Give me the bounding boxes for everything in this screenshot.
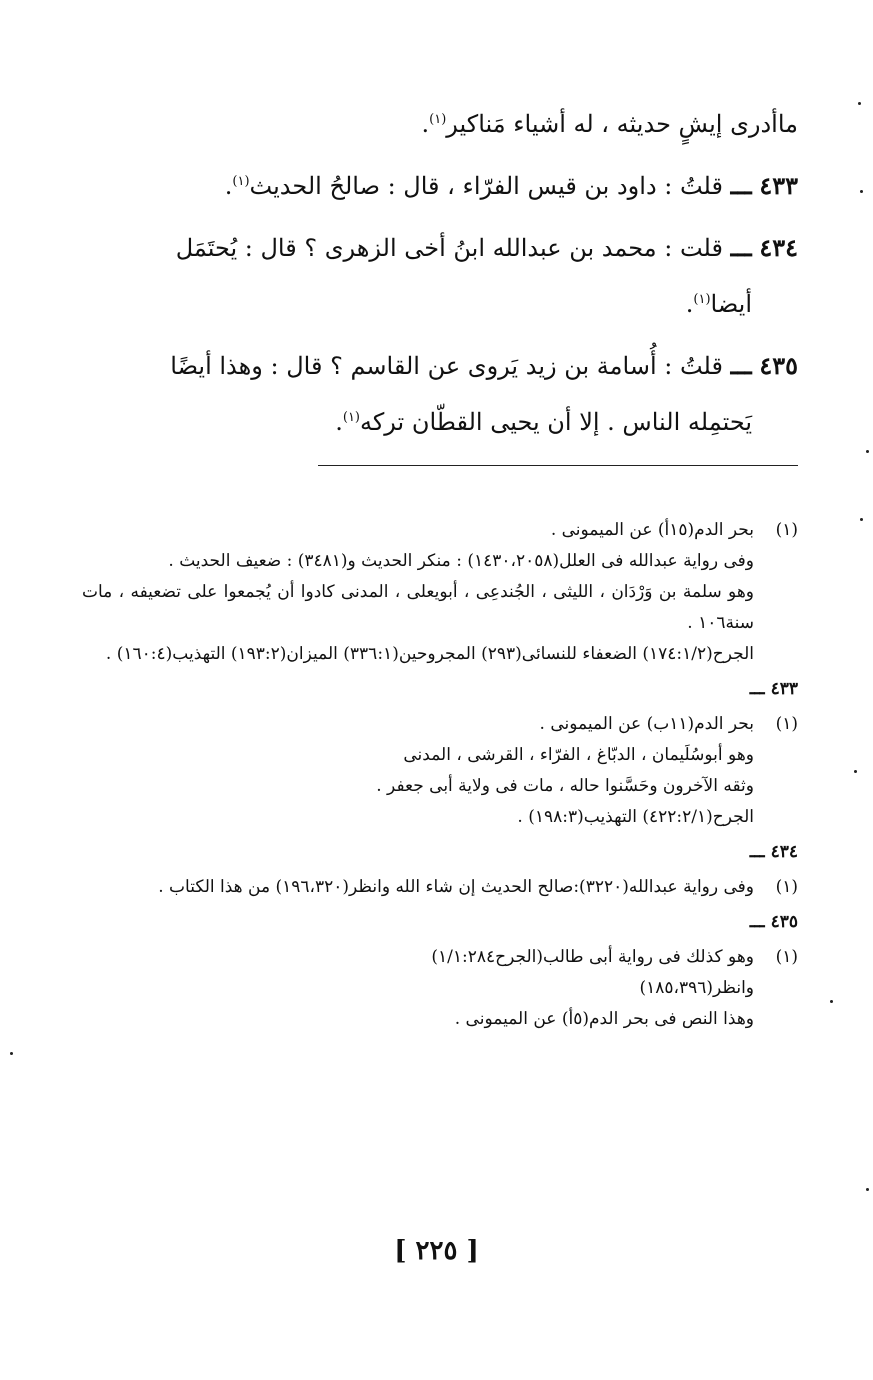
footnote-line: وهو كذلك فى رواية أبى طالب(الجرح١/١:٢٨٤): [431, 947, 754, 967]
main-text: [82, 96, 798, 456]
footnote-group-heading: ٤٣٥ ـــ: [749, 912, 798, 932]
footnote-line: وهو سلمة بن وَرْدَان ، الليثى ، الجُندعِى ، أبويعلى ، المدنى كادوا أن يُجمعوا على تضعيفه ، مات سنة١٠٦ .: [82, 582, 754, 633]
entry-text: قلتُ : أُسامة بن زيد يَروى عن القاسم ؟ قال : وهذا أيضًا: [170, 352, 723, 380]
footnote-marker: (١): [429, 112, 447, 127]
entry-435: ٤٣٥ ـــ قلتُ : أُسامة بن زيد يَروى عن القاسم ؟ قال : وهذا أيضًا يَحتمِله الناس . إلا أن يحيى القطّان تركه$^{(١)}$.: [170, 351, 798, 436]
entry-number: ٤٣٥: [759, 351, 798, 380]
footnote-line: وفى رواية عبدالله(٣٢٢٠):صالح الحديث إن شاء الله وانظر(١٩٦،٣٢٠) من هذا الكتاب .: [158, 877, 754, 897]
scan-speck: [866, 1188, 869, 1191]
footnote-line: بحر الدم(١١ب) عن الميمونى .: [539, 714, 754, 734]
footnote-marker: (١): [693, 292, 711, 307]
footnote-group-heading: ٤٣٣ ـــ: [749, 679, 798, 699]
footnotes: [82, 515, 798, 1039]
footnote-number: (١): [775, 877, 798, 897]
footnote-line: الجرح(١٧٤:١/٢) الضعفاء للنسائى(٢٩٣) المجروحين(٣٣٦:١) الميزان(١٩٣:٢) التهذيب(١٦٠:٤) .: [105, 644, 754, 664]
footnote-number: (١): [775, 520, 798, 540]
entry-continuation-text: يَحتمِله الناس . إلا أن يحيى القطّان تركه: [360, 408, 752, 436]
footnote-line: الجرح(٤٢٢:٢/١) التهذيب(١٩٨:٣) .: [517, 807, 754, 827]
footnote-number: (١): [775, 947, 798, 967]
footnote-433: [82, 709, 798, 833]
entry-text: قلت : محمد بن عبدالله ابنُ أخى الزهرى ؟ قال : يُحتَمَل: [175, 234, 723, 262]
footnote-434: [82, 872, 798, 903]
scan-speck: [854, 770, 857, 773]
entry-number: ٤٣٤: [759, 233, 798, 262]
entry-continuation: ماأدرى إيشٍ حديثه ، له أشياء مَناكير$^{(١)}$.: [421, 110, 798, 138]
entry-number: ٤٣٣: [759, 171, 798, 200]
scan-speck: [10, 1052, 13, 1055]
scan-speck: [866, 450, 869, 453]
footnote-435: [82, 942, 798, 1035]
footnote-line: وثقه الآخرون وحَسَّنوا حاله ، مات فى ولاية أبى جعفر .: [376, 776, 754, 796]
entry-continuation-text: أيضا: [710, 290, 752, 318]
page-number: [ ٢٢٥ ]: [394, 1236, 479, 1266]
footnote-separator: [318, 465, 798, 466]
footnote-432: [82, 515, 798, 670]
footnote-line: وفى رواية عبدالله فى العلل(١٤٣٠،٢٠٥٨) : منكر الحديث و(٣٤٨١) : ضعيف الحديث .: [168, 551, 754, 571]
entry-433: ٤٣٣ ـــ قلتُ : داود بن قيس الفرّاء ، قال : صالحُ الحديث$^{(١)}$.: [224, 171, 798, 200]
footnote-line: بحر الدم(١٥أ) عن الميمونى .: [550, 520, 754, 540]
footnote-group-heading: ٤٣٤ ـــ: [749, 842, 798, 862]
footnote-marker: (١): [342, 410, 360, 425]
entry-434: ٤٣٤ ـــ قلت : محمد بن عبدالله ابنُ أخى الزهرى ؟ قال : يُحتَمَل أيضا$^{(١)}$.: [175, 233, 798, 318]
footnote-marker: (١): [232, 174, 250, 189]
footnote-line: وهو أبوسُلَيمان ، الدبّاغ ، الفرّاء ، القرشى ، المدنى: [403, 745, 754, 765]
footnote-line: وهذا النص فى بحر الدم(٥أ) عن الميمونى .: [454, 1009, 754, 1029]
entry-text: قلتُ : داود بن قيس الفرّاء ، قال : صالحُ الحديث: [249, 172, 723, 200]
scan-speck: [860, 190, 863, 193]
scan-speck: [858, 102, 861, 105]
entry-text: ماأدرى إيشٍ حديثه ، له أشياء مَناكير: [446, 110, 798, 138]
footnote-number: (١): [775, 714, 798, 734]
scan-speck: [830, 1000, 833, 1003]
footnote-line: وانظر(١٨٥،٣٩٦): [639, 978, 754, 998]
scan-speck: [860, 518, 863, 521]
